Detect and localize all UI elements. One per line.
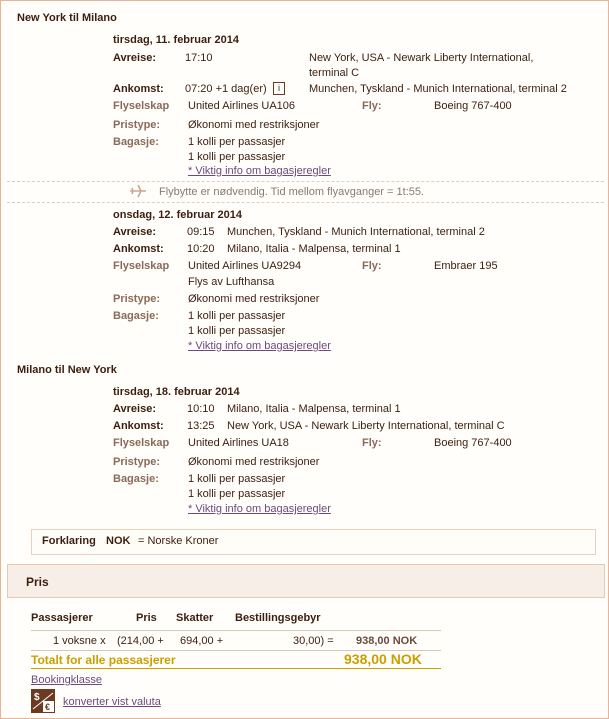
info-icon[interactable]: i — [273, 82, 285, 95]
route-title: Milano til New York — [17, 364, 117, 376]
divider — [31, 630, 441, 631]
aircraft-value: Embraer 195 — [434, 260, 498, 272]
airplane-icon — [129, 184, 147, 201]
row-fare: (214,00 + — [117, 635, 164, 647]
segment-date: tirsdag, 11. februar 2014 — [113, 34, 239, 46]
legend-label: Forklaring — [42, 535, 96, 547]
aircraft-label: Fly: — [362, 437, 382, 449]
airline-label: Flyselskap — [113, 100, 170, 112]
airline-label: Flyselskap — [113, 437, 170, 449]
price-header — [7, 564, 605, 598]
operated-by: Flys av Lufthansa — [188, 276, 275, 288]
airline-value: United Airlines UA18 — [188, 437, 289, 449]
baggage-label: Bagasje: — [113, 310, 159, 322]
row-fee: 30,00) = — [293, 635, 334, 647]
segment-date: tirsdag, 18. februar 2014 — [113, 386, 240, 398]
divider — [7, 181, 604, 182]
arrival-time: 10:20 — [187, 243, 215, 255]
fare-value: Økonomi med restriksjoner — [188, 456, 320, 468]
baggage-value: 1 kolli per passasjer — [188, 310, 286, 322]
fare-label: Pristype: — [113, 456, 161, 468]
departure-place-terminal: terminal C — [309, 67, 360, 79]
row-taxes: 694,00 + — [180, 635, 224, 647]
total-value: 938,00 NOK — [344, 651, 422, 667]
aircraft-value: Boeing 767-400 — [434, 437, 512, 449]
baggage-value: 1 kolli per passasjer — [188, 488, 286, 500]
svg-text:€: € — [45, 702, 51, 712]
baggage-value: 1 kolli per passasjer — [188, 473, 286, 485]
col-header-taxes: Skatter — [176, 612, 214, 624]
total-label: Totalt for alle passasjerer — [31, 653, 176, 667]
airline-value: United Airlines UA9294 — [188, 260, 302, 272]
baggage-value: 1 kolli per passasjer — [188, 151, 286, 163]
aircraft-value: Boeing 767-400 — [434, 100, 512, 112]
fare-value: Økonomi med restriksjoner — [188, 119, 320, 131]
legend-code: NOK — [106, 535, 131, 547]
baggage-value: 1 kolli per passasjer — [188, 136, 286, 148]
arrival-place: Milano, Italia - Malpensa, terminal 1 — [227, 243, 401, 255]
departure-place: New York, USA - Newark Liberty International, — [309, 52, 534, 64]
row-sum: 938,00 NOK — [356, 635, 418, 647]
currency-convert-icon[interactable] — [31, 689, 55, 713]
baggage-label: Bagasje: — [113, 136, 159, 148]
route-title: New York til Milano — [17, 12, 117, 24]
departure-time: 10:10 — [187, 403, 215, 415]
baggage-rules-link[interactable]: * Viktig info om bagasjeregler — [188, 340, 331, 352]
airline-label: Flyselskap — [113, 260, 170, 272]
fare-label: Pristype: — [113, 119, 161, 131]
arrival-time: 13:25 — [187, 420, 215, 432]
divider — [31, 668, 441, 669]
aircraft-label: Fly: — [362, 260, 382, 272]
baggage-rules-link[interactable]: * Viktig info om bagasjeregler — [188, 165, 331, 177]
fare-value: Økonomi med restriksjoner — [188, 293, 320, 305]
col-header-price: Pris — [136, 612, 157, 624]
arrival-label: Ankomst: — [113, 420, 164, 432]
departure-place: Munchen, Tyskland - Munich International, terminal 2 — [227, 226, 485, 238]
col-header-fee: Bestillingsgebyr — [235, 612, 321, 624]
arrival-time: 07:20 +1 dag(er) — [185, 83, 267, 95]
baggage-rules-link[interactable]: * Viktig info om bagasjeregler — [188, 503, 331, 515]
transfer-notice: Flybytte er nødvendig. Tid mellom flyavganger = 1t:55. — [159, 186, 425, 198]
baggage-label: Bagasje: — [113, 473, 159, 485]
row-passengers: 1 voksne x — [53, 635, 106, 647]
convert-currency-link[interactable]: konverter vist valuta — [63, 696, 161, 708]
departure-label: Avreise: — [113, 226, 157, 238]
svg-text:$: $ — [34, 692, 40, 703]
departure-time: 09:15 — [187, 226, 215, 238]
baggage-value: 1 kolli per passasjer — [188, 325, 286, 337]
col-header-passengers: Passasjerer — [31, 612, 93, 624]
arrival-place: Munchen, Tyskland - Munich International, terminal 2 — [309, 83, 567, 95]
legend-desc: = Norske Kroner — [138, 535, 219, 547]
segment-date: onsdag, 12. februar 2014 — [113, 209, 242, 221]
divider — [7, 202, 604, 203]
departure-label: Avreise: — [113, 52, 157, 64]
aircraft-label: Fly: — [362, 100, 382, 112]
price-heading: Pris — [26, 575, 49, 589]
fare-label: Pristype: — [113, 293, 161, 305]
arrival-place: New York, USA - Newark Liberty International, terminal C — [227, 420, 505, 432]
airline-value: United Airlines UA106 — [188, 100, 296, 112]
departure-place: Milano, Italia - Malpensa, terminal 1 — [227, 403, 401, 415]
booking-class-link[interactable]: Bookingklasse — [31, 674, 102, 686]
arrival-label: Ankomst: — [113, 243, 164, 255]
arrival-label: Ankomst: — [113, 83, 164, 95]
legend-box — [31, 529, 596, 555]
departure-time: 17:10 — [185, 52, 213, 64]
departure-label: Avreise: — [113, 403, 157, 415]
